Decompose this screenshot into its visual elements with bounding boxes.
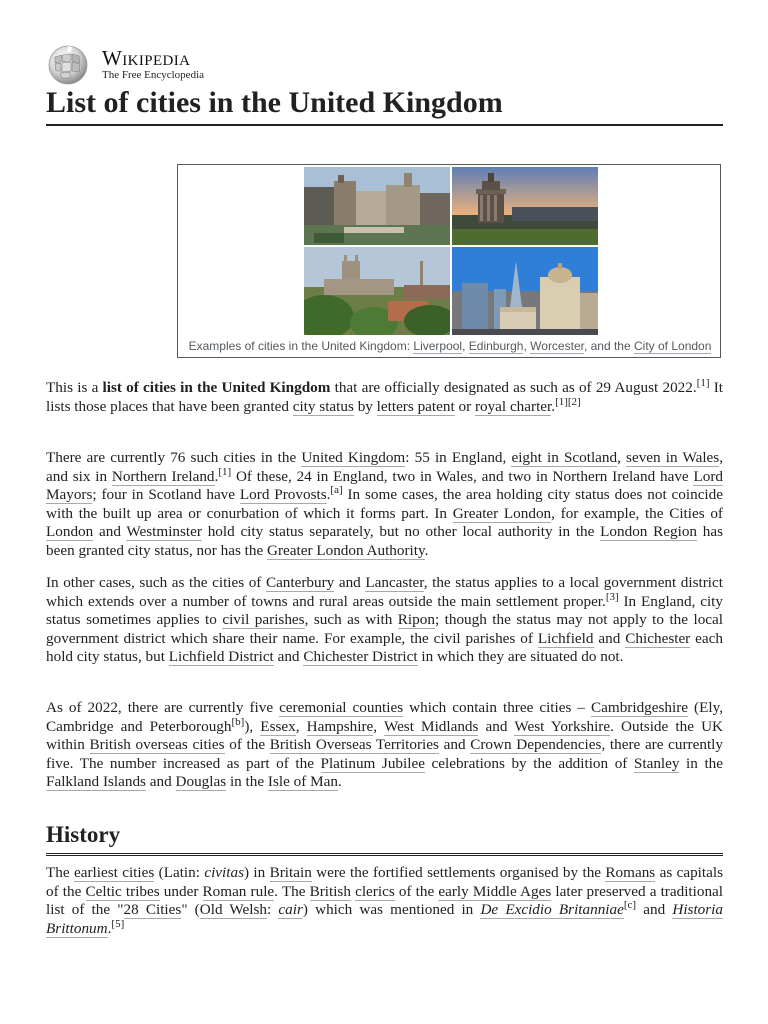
link-london[interactable]: London [46, 523, 94, 540]
link-crown-dependencies[interactable]: Crown Dependencies [470, 736, 602, 753]
caption-link-worcester[interactable]: Worcester [530, 339, 584, 353]
intro-paragraph: This is a list of cities in the United Kingdom that are officially designated as such as of 29 August 2022.[1] It lists those places that have been granted city status by letters patent or royal charter.[1][2] [46, 376, 723, 415]
ceremonial-counties-paragraph: As of 2022, there are currently five ceremonial counties which contain three cities – Cambridgeshire (Ely, Cambridge and Peterborough[b]), Essex, Hampshire, West Midlands and West Yorkshire. Outside the UK within British overseas cities of the British Overseas Territories and Crown Dependencies, there are currently five. The number increased as part of the Platinum Jubilee celebrations by the addition of Stanley in the Falkland Islands and Douglas in the Isle of Man. [46, 699, 724, 790]
link-lichfield-district[interactable]: Lichfield District [168, 648, 274, 665]
link-lord-provosts[interactable]: Lord Provosts [239, 486, 327, 503]
caption-link-liverpool[interactable]: Liverpool [413, 339, 463, 353]
link-historia-brittonum[interactable]: Historia Brittonum [46, 901, 723, 937]
figure-caption [184, 339, 716, 353]
link-ceremonial-counties[interactable]: ceremonial counties [279, 699, 404, 716]
link-lord-mayors[interactable]: Lord Mayors [46, 467, 723, 503]
link-cair[interactable]: cair [278, 901, 303, 918]
caption-link-city-of-london[interactable]: City of London [634, 339, 712, 353]
link-northern-ireland[interactable]: Northern Ireland [111, 467, 215, 485]
link-greater-london[interactable]: Greater London [452, 504, 552, 522]
city-of-london-photo[interactable] [452, 247, 598, 335]
link-eight-in-scotland[interactable]: eight in Scotland [511, 449, 618, 466]
link-stanley[interactable]: Stanley [633, 754, 680, 772]
reference-link[interactable]: [1] [555, 395, 568, 408]
link-28-cities[interactable]: 28 Cities [123, 901, 182, 918]
link-west-midlands[interactable]: West Midlands [383, 717, 479, 735]
caption-link-edinburgh[interactable]: Edinburgh [468, 339, 524, 353]
reference-link[interactable]: [a] [330, 483, 343, 496]
reference-link[interactable]: [2] [567, 395, 581, 408]
link-essex[interactable]: Essex [260, 717, 296, 735]
cities-count-paragraph: There are currently 76 such cities in the United Kingdom: 55 in England, eight in Scotland, seven in Wales, and six in Northern Ireland.[1] Of these, 24 in England, two in Wales, and two in Northern Ireland have Lord Mayors; four in Scotland have Lord Provosts.[a] In some cases, the area holding city status does not coincide with the built up area or conurbation of which it forms part. In Greater London, for example, the Cities of London and Westminster hold city status separately, but no other local authority in the London Region has been granted city status, nor has the Greater London Authority. [46, 449, 724, 559]
reference-link[interactable]: [b] [231, 715, 245, 728]
link-old-welsh[interactable]: Old Welsh [199, 901, 268, 918]
latin-term: civitas [204, 864, 244, 881]
link-civil-parishes[interactable]: civil parishes [222, 611, 305, 628]
local-government-paragraph: In other cases, such as the cities of Canterbury and Lancaster, the status applies to a local government district which extends over a number of towns and rural areas outside the main settlement proper.[3] In England, city status sometimes applies to civil parishes, such as with Ripon; though the status may not apply to the local government district which share their name. For example, the civil parishes of Lichfield and Chichester each hold city status, but Lichfield District and Chichester District in which they are situated do not. [46, 574, 724, 665]
link-seven-in-wales[interactable]: seven in Wales [626, 449, 720, 466]
link-hampshire[interactable]: Hampshire [306, 717, 374, 735]
reference-link[interactable]: [3] [605, 590, 619, 603]
link-united-kingdom[interactable]: United Kingdom [301, 449, 406, 466]
link-platinum-jubilee[interactable]: Platinum Jubilee [320, 754, 425, 772]
edinburgh-photo[interactable] [452, 167, 598, 245]
link-london-region[interactable]: London Region [600, 523, 698, 540]
link-letters-patent[interactable]: letters patent [376, 397, 455, 415]
caption-prefix: Examples of cities in the United Kingdom: [188, 339, 414, 353]
caption-separator: , [523, 339, 531, 353]
reference-link[interactable]: [c] [623, 898, 637, 911]
link-earliest-cities[interactable]: earliest cities [73, 864, 155, 881]
link-roman-rule[interactable]: Roman rule [202, 882, 275, 900]
link-isle-of-man[interactable]: Isle of Man [267, 773, 338, 790]
link-british[interactable]: British [309, 882, 351, 900]
link-greater-london-authority[interactable]: Greater London Authority [267, 541, 425, 559]
reference-link[interactable]: [1] [696, 376, 710, 389]
link-clerics[interactable]: clerics [355, 882, 395, 900]
link-douglas[interactable]: Douglas [175, 773, 227, 790]
wikipedia-globe-logo [46, 43, 90, 85]
history-heading: History [46, 819, 723, 856]
link-chichester[interactable]: Chichester [625, 629, 691, 647]
link-chichester-district[interactable]: Chichester District [303, 648, 418, 665]
caption-separator: , and the [583, 339, 634, 353]
link-royal-charter[interactable]: royal charter [474, 397, 552, 415]
reference-link[interactable]: [5] [111, 917, 125, 930]
caption-separator: , [462, 339, 469, 353]
link-british-overseas-cities[interactable]: British overseas cities [89, 736, 225, 753]
page-title: List of cities in the United Kingdom [46, 84, 723, 126]
link-ripon[interactable]: Ripon [397, 611, 435, 628]
link-cambridgeshire[interactable]: Cambridgeshire [591, 699, 689, 716]
link-de-excidio-britanniae[interactable]: De Excidio Britanniae [480, 901, 624, 918]
link-canterbury[interactable]: Canterbury [265, 574, 335, 591]
bold-subject: list of cities in the United Kingdom [102, 379, 331, 396]
wikipedia-tagline: The Free Encyclopedia [102, 69, 205, 81]
link-westminster[interactable]: Westminster [126, 523, 202, 540]
link-early-middle-ages[interactable]: early Middle Ages [438, 882, 552, 900]
link-romans[interactable]: Romans [605, 864, 656, 881]
link-falkland-islands[interactable]: Falkland Islands [46, 773, 146, 790]
reference-link[interactable]: [1] [218, 465, 232, 478]
link-lancaster[interactable]: Lancaster [365, 574, 424, 591]
link-britain[interactable]: Britain [269, 864, 312, 881]
link-west-yorkshire[interactable]: West Yorkshire [514, 717, 611, 735]
worcester-photo[interactable] [304, 247, 450, 335]
link-city-status[interactable]: city status [292, 397, 354, 415]
history-paragraph: The earliest cities (Latin: civitas) in Britain were the fortified settlements organised by the Romans as capitals of the Celtic tribes under Roman rule. The British clerics of the early Middle Ages later preserved a traditional list of the "28 Cities" (Old Welsh: cair) which was mentioned in De Excidio Britanniae[c] and Historia Brittonum.[5] [46, 864, 723, 937]
link-lichfield[interactable]: Lichfield [537, 629, 594, 647]
link-british-overseas-territories[interactable]: British Overseas Territories [269, 736, 439, 753]
cities-image-montage [177, 164, 721, 358]
wikipedia-wordmark: Wikipedia [102, 46, 191, 70]
link-celtic-tribes[interactable]: Celtic tribes [85, 882, 160, 900]
liverpool-photo[interactable] [304, 167, 450, 245]
